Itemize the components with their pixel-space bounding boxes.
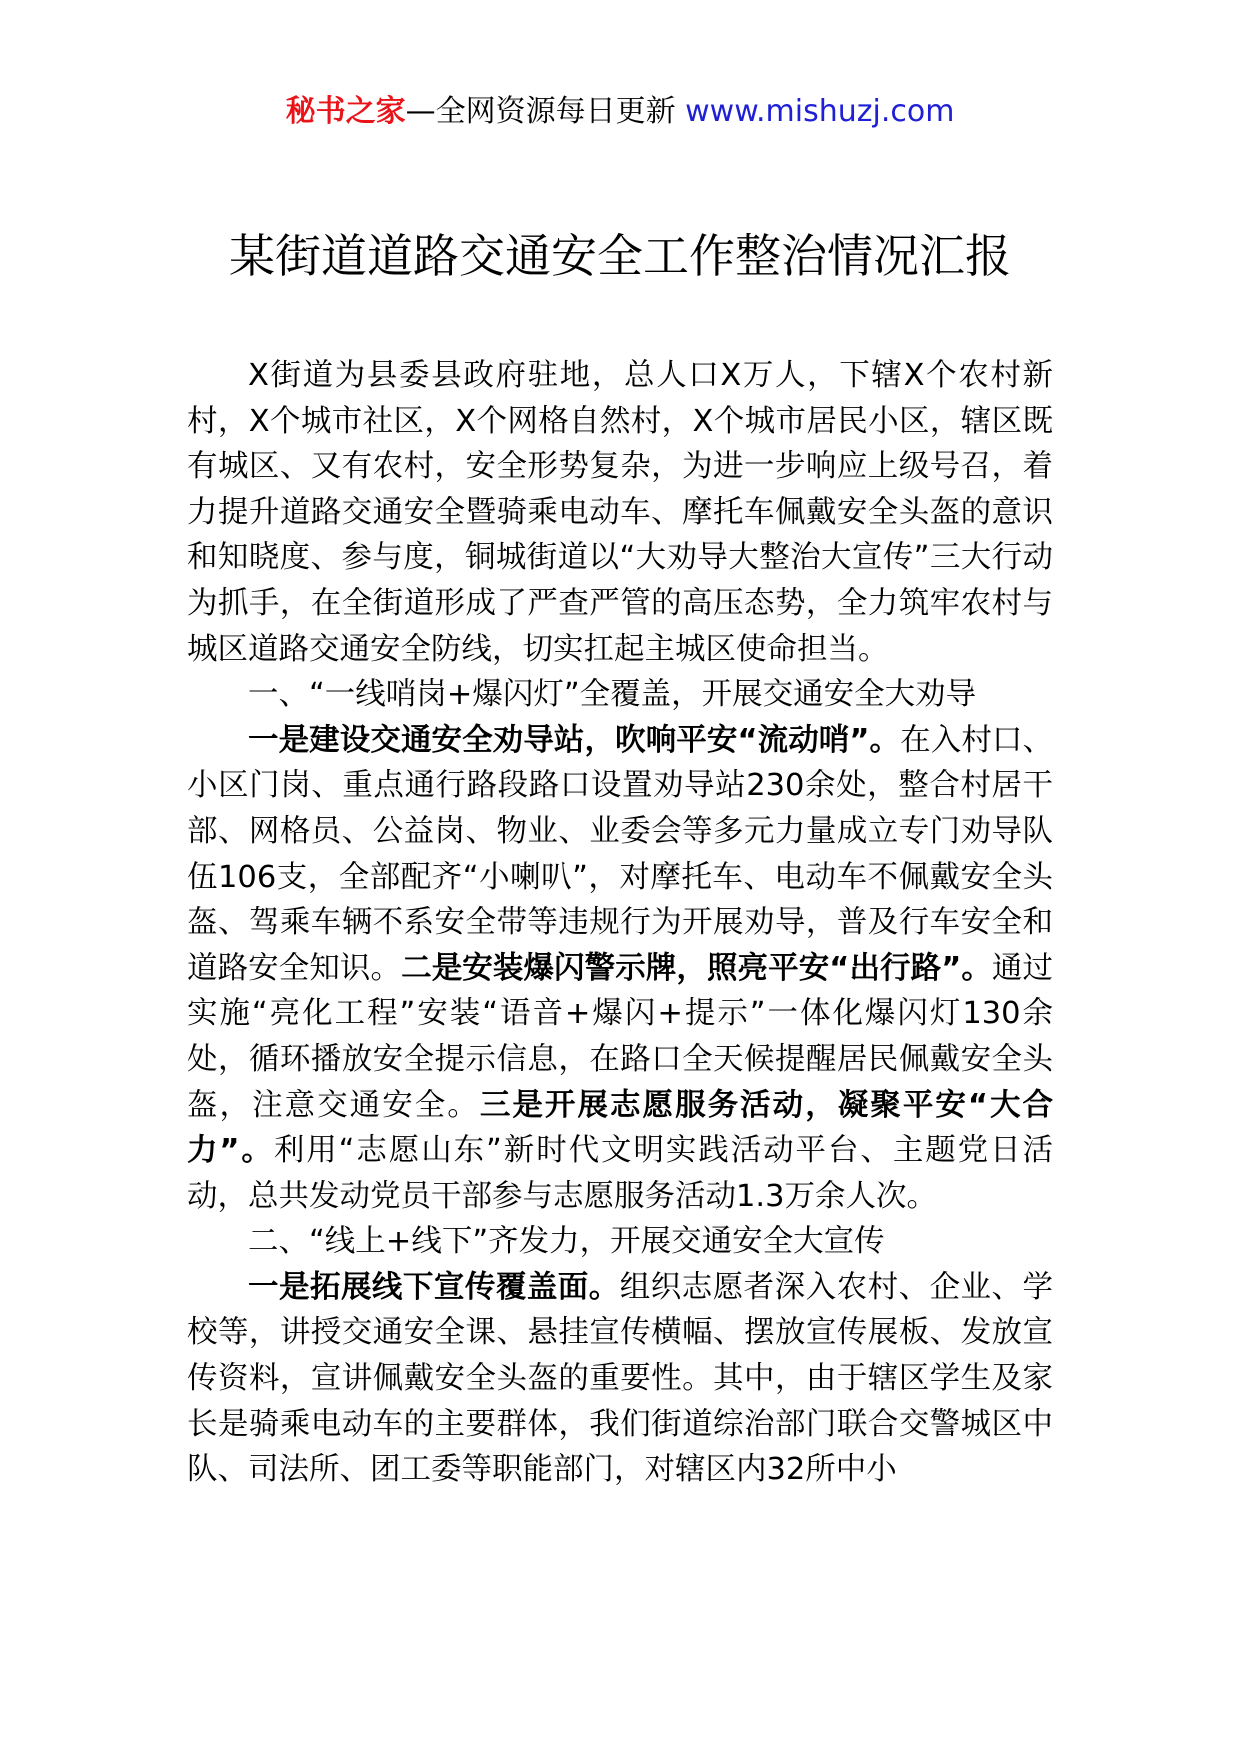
site-brand: 秘书之家 [285,94,406,129]
section-heading-1: 一、“一线哨岗+爆闪灯”全覆盖，开展交通安全大劝导 [248,677,977,713]
point-text-1: 在入村口、小区门岗、重点通行路段路口设置劝导站230余处，整合村居干部、网格员、公益岗、物业、业委会等多元力量成立专门劝导队伍106支，全部配齐“小喇叭”，对摩托车、电动车不佩戴安全头盔、驾乘车辆不系安全带等违规行为开展劝导，普及行车安全和道路安全知识。 [187,722,1054,986]
section-2-paragraph [187,1265,1053,1493]
point-heading-1: 一是建设交通安全劝导站，吹响平安“流动哨”。 [248,722,901,758]
site-url-link[interactable]: www.mishuzj.com [685,94,955,129]
section-heading-2: 二、“线上+线下”齐发力，开展交通安全大宣传 [248,1224,885,1260]
point-heading-2: 二是安装爆闪警示牌，照亮平安“出行路”。 [401,950,992,986]
point-text-3: 利用“志愿山东”新时代文明实践活动平台、主题党日活动，总共发动党员干部参与志愿服务活动1.3万余人次。 [187,1133,1053,1214]
intro-paragraph: X街道为县委县政府驻地，总人口X万人，下辖X个农村新村，X个城市社区，X个网格自然村，X个城市居民小区，辖区既有城区、又有农村，安全形势复杂，为进一步响应上级号召，着力提升道路交通安全暨骑乘电动车、摩托车佩戴安全头盔的意识和知晓度、参与度，铜城街道以“大劝导大整治大宣传”三大行动为抓手，在全街道形成了严查严管的高压态势，全力筑牢农村与城区道路交通安全防线，切实扛起主城区使命担当。 [187,358,1053,667]
site-tagline: —全网资源每日更新 [405,94,676,129]
point-text-2: 通过实施“亮化工程”安装“语音+爆闪+提示”一体化爆闪灯130余处，循环播放安全提示信息，在路口全天候提醒居民佩戴安全头盔，注意交通安全。 [187,950,1054,1123]
document-body [187,353,1053,1493]
site-header [0,92,1240,132]
document-title: 某街道道路交通安全工作整治情况汇报 [229,229,1011,283]
point-heading-3: 三是开展志愿服务活动，凝聚平安“大合力”。 [187,1087,1054,1169]
section-1-paragraph [187,718,1053,1220]
point-text-4: 组织志愿者深入农村、企业、学校等，讲授交通安全课、悬挂宣传横幅、摆放宣传展板、发放宣传资料，宣讲佩戴安全头盔的重要性。其中，由于辖区学生及家长是骑乘电动车的主要群体，我们街道综治部门联合交警城区中队、司法所、团工委等职能部门，对辖区内32所中小 [187,1269,1054,1488]
point-heading-4: 一是拓展线下宣传覆盖面。 [248,1269,620,1305]
